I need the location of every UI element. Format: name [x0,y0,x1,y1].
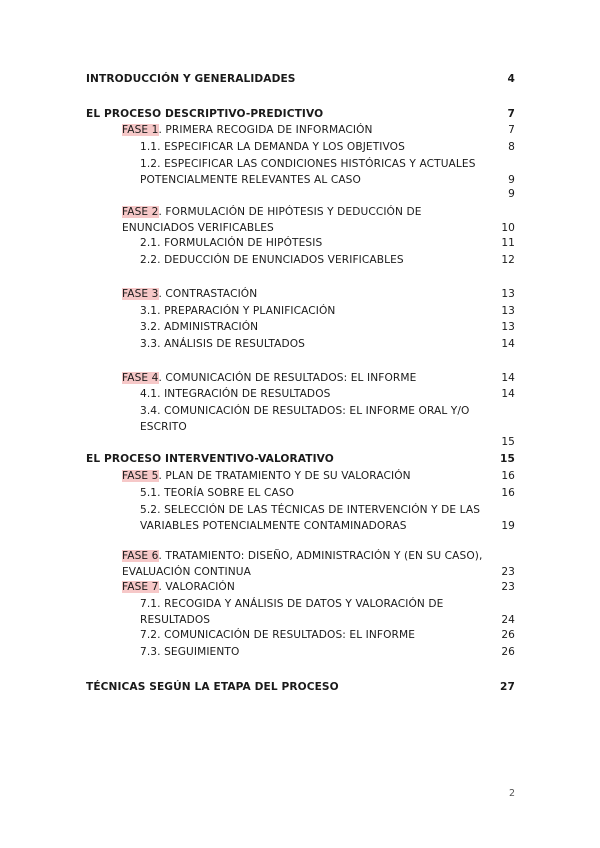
toc-page-number: 8 [508,141,515,153]
toc-entry[interactable] [140,157,515,188]
toc-entry[interactable] [140,503,515,534]
toc-page-number: 15 [501,436,515,448]
toc-entry-text: TÉCNICAS SEGÚN LA ETAPA DEL PROCESO [86,681,339,693]
toc-entry-label [86,680,487,696]
toc-entry-label [140,645,487,661]
toc-page-number: 26 [501,646,515,658]
toc-entry-text: 5.1. TEORÍA SOBRE EL CASO [140,487,295,499]
toc-page-number: 24 [501,613,515,626]
toc-entry-text: 3.1. PREPARACIÓN Y PLANIFICACIÓN [140,305,336,317]
toc-entry-label [122,469,487,485]
toc-entry[interactable] [122,287,515,303]
toc-entry-text: . TRATAMIENTO: DISEÑO, ADMINISTRACIÓN Y (EN SU CASO), EVALUACIÓN CONTINUA [122,550,483,578]
toc-entry[interactable] [140,236,515,252]
toc-entry[interactable] [140,304,515,320]
toc-entry[interactable] [140,140,515,156]
toc-entry[interactable] [140,253,515,269]
toc-entry-label [140,304,487,320]
toc-page-only-row[interactable] [480,435,515,451]
toc-page-number: 10 [501,221,515,234]
toc-entry[interactable] [140,404,515,435]
toc-page-number: 23 [501,565,515,578]
toc-entry-label [140,140,487,156]
toc-page-number: 14 [501,372,515,384]
toc-entry[interactable] [122,123,515,139]
toc-entry[interactable] [86,680,515,696]
toc-entry-text: . FORMULACIÓN DE HIPÓTESIS Y DEDUCCIÓN DE ENUNCIADOS VERIFICABLES [122,206,422,234]
toc-entry-label [122,123,487,139]
toc-entry-text: 3.4. COMUNICACIÓN DE RESULTADOS: EL INFORME ORAL Y/O ESCRITO [140,405,470,433]
toc-page-number: 4 [507,73,515,85]
toc-entry-label [122,580,487,596]
phase-highlight: FASE 5 [122,470,159,482]
toc-page-number: 14 [501,388,515,400]
toc-entry-text: . PRIMERA RECOGIDA DE INFORMACIÓN [158,124,373,136]
toc-entry-label [122,549,487,580]
toc-page-number: 12 [501,254,515,266]
toc-entry[interactable] [140,337,515,353]
toc-entry-text: EL PROCESO DESCRIPTIVO-PREDICTIVO [86,108,324,120]
toc-entry-text: . CONTRASTACIÓN [158,288,258,300]
toc-entry-label [86,72,487,88]
toc-page-number: 11 [501,237,515,249]
toc-entry[interactable] [122,469,515,485]
toc-entry-label [140,628,487,644]
toc-entry-label [140,503,487,534]
toc-entry-label [140,486,487,502]
toc-entry-label [140,253,487,269]
toc-entry-text: 3.3. ANÁLISIS DE RESULTADOS [140,338,305,350]
phase-highlight: FASE 7 [122,581,159,593]
toc-entry[interactable] [140,486,515,502]
toc-entry-text: . VALORACIÓN [158,581,235,593]
toc-entry-text: . COMUNICACIÓN DE RESULTADOS: EL INFORME [158,372,417,384]
toc-entry-text: 7.3. SEGUIMIENTO [140,646,240,658]
toc-entry-text: 3.2. ADMINISTRACIÓN [140,321,259,333]
toc-entry[interactable] [122,205,515,236]
toc-page-number: 16 [501,487,515,499]
toc-page-number: 9 [508,173,515,186]
toc-page-number: 7 [507,108,515,120]
toc-entry-label [122,287,487,303]
toc-entry-label [122,371,487,387]
toc-entry[interactable] [86,72,515,88]
toc-entry-text: EL PROCESO INTERVENTIVO-VALORATIVO [86,453,334,465]
toc-entry-text: 1.2. ESPECIFICAR LAS CONDICIONES HISTÓRICAS Y ACTUALES POTENCIALMENTE RELEVANTES AL CASO [140,158,476,186]
phase-highlight: FASE 3 [122,288,159,300]
toc-entry-text: 2.2. DEDUCCIÓN DE ENUNCIADOS VERIFICABLES [140,254,404,266]
toc-entry[interactable] [122,549,515,580]
toc-entry-text: 7.2. COMUNICACIÓN DE RESULTADOS: EL INFORME [140,629,416,641]
toc-entry-label [86,107,487,123]
toc-entry[interactable] [140,387,515,403]
toc-entry-text: INTRODUCCIÓN Y GENERALIDADES [86,73,296,85]
toc-page-number: 19 [501,519,515,532]
phase-highlight: FASE 1 [122,124,159,136]
toc-page-number: 13 [501,305,515,317]
toc-entry-text: 5.2. SELECCIÓN DE LAS TÉCNICAS DE INTERVENCIÓN Y DE LAS VARIABLES POTENCIALMENTE CONTAMINADORAS [140,504,481,532]
toc-entry[interactable] [140,597,515,628]
phase-highlight: FASE 4 [122,372,159,384]
toc-page-only-row[interactable] [480,187,515,203]
toc-page-number: 7 [508,124,515,136]
toc-page-number: 13 [501,321,515,333]
toc-entry-label [140,387,487,403]
toc-entry[interactable] [122,371,515,387]
toc-entry-text: 1.1. ESPECIFICAR LA DEMANDA Y LOS OBJETIVOS [140,141,405,153]
toc-entry[interactable] [122,580,515,596]
toc-entry-label [86,452,487,468]
toc-page-number: 26 [501,629,515,641]
footer-page-number: 2 [508,788,515,799]
toc-entry[interactable] [86,107,515,123]
toc-entry[interactable] [86,452,515,468]
phase-highlight: FASE 2 [122,206,159,218]
toc-page-number: 16 [501,470,515,482]
toc-page-number: 9 [508,188,515,200]
toc-page-number: 13 [501,288,515,300]
toc-entry-label [140,157,487,188]
phase-highlight: FASE 6 [122,550,159,562]
toc-entry-text: 4.1. INTEGRACIÓN DE RESULTADOS [140,388,331,400]
toc-entry-label [140,337,487,353]
toc-entry-label [140,236,487,252]
toc-page-number: 27 [500,681,515,693]
toc-entry[interactable] [140,645,515,661]
toc-entry[interactable] [140,320,515,336]
toc-entry-label [140,597,487,628]
toc-entry-text: . PLAN DE TRATAMIENTO Y DE SU VALORACIÓN [158,470,411,482]
toc-page-number: 23 [501,581,515,593]
toc-entry-text: 2.1. FORMULACIÓN DE HIPÓTESIS [140,237,323,249]
toc-entry-label [122,205,487,236]
toc-page-number: 15 [500,453,515,465]
toc-entry[interactable] [140,628,515,644]
toc-page-number: 14 [501,338,515,350]
toc-entry-text: 7.1. RECOGIDA Y ANÁLISIS DE DATOS Y VALORACIÓN DE RESULTADOS [140,598,444,626]
toc-entry-label [140,404,487,435]
toc-entry-label [140,320,487,336]
